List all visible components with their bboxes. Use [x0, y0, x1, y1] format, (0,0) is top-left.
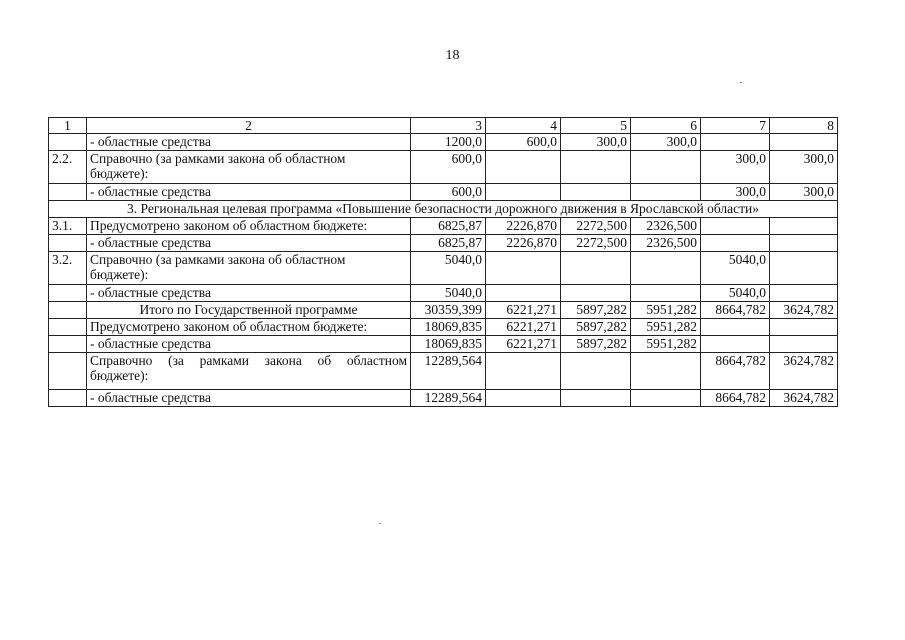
cell-col7 [701, 134, 770, 151]
cell-col4 [486, 353, 561, 390]
cell-col8 [770, 235, 838, 252]
cell-col8 [770, 319, 838, 336]
cell-col7: 8664,782 [701, 353, 770, 390]
cell-col3: 6825,87 [411, 235, 486, 252]
cell-col6 [631, 252, 701, 285]
cell-col4 [486, 252, 561, 285]
cell-col8: 3624,782 [770, 390, 838, 407]
row-number: 2.2. [49, 151, 87, 184]
total-row [49, 302, 838, 319]
cell-col3: 600,0 [411, 151, 486, 184]
cell-col8 [770, 218, 838, 235]
column-header-1: 1 [49, 118, 87, 134]
row-name: Справочно (за рамками закона об областном бюджете): [87, 151, 411, 184]
row-number [49, 285, 87, 302]
cell-col8: 3624,782 [770, 353, 838, 390]
cell-col7: 300,0 [701, 184, 770, 201]
cell-col8 [770, 252, 838, 285]
row-name: - областные средства [87, 285, 411, 302]
table-row [49, 134, 838, 151]
header-row [49, 118, 838, 134]
column-header-7: 7 [701, 118, 770, 134]
cell-col4 [486, 151, 561, 184]
cell-col4: 6221,271 [486, 336, 561, 353]
table-row [49, 151, 838, 184]
row-number [49, 353, 87, 390]
cell-col3: 600,0 [411, 184, 486, 201]
row-number [49, 134, 87, 151]
row-number [49, 336, 87, 353]
cell-col5 [561, 151, 631, 184]
cell-col6 [631, 390, 701, 407]
cell-col3: 30359,399 [411, 302, 486, 319]
cell-col6 [631, 151, 701, 184]
cell-col7 [701, 319, 770, 336]
cell-col5 [561, 285, 631, 302]
cell-col3: 6825,87 [411, 218, 486, 235]
cell-col5: 2272,500 [561, 235, 631, 252]
table-row [49, 390, 838, 407]
table-row [49, 218, 838, 235]
cell-col5: 5897,282 [561, 319, 631, 336]
cell-col8 [770, 336, 838, 353]
table-row [49, 285, 838, 302]
cell-col3: 5040,0 [411, 285, 486, 302]
column-header-5: 5 [561, 118, 631, 134]
table-row [49, 353, 838, 390]
row-name: Справочно (за рамками закона об областном бюджете): [87, 353, 411, 390]
section-title: 3. Региональная целевая программа «Повышение безопасности дорожного движения в Ярославской области» [49, 201, 838, 218]
column-header-4: 4 [486, 118, 561, 134]
cell-col4 [486, 285, 561, 302]
row-number [49, 184, 87, 201]
table-row [49, 319, 838, 336]
row-name: - областные средства [87, 390, 411, 407]
row-name: - областные средства [87, 336, 411, 353]
cell-col6: 300,0 [631, 134, 701, 151]
column-header-2: 2 [87, 118, 411, 134]
row-name: Справочно (за рамками закона об областном бюджете): [87, 252, 411, 285]
row-name: Предусмотрено законом об областном бюджете: [87, 319, 411, 336]
table-row [49, 235, 838, 252]
row-name: Предусмотрено законом об областном бюджете: [87, 218, 411, 235]
cell-col5 [561, 184, 631, 201]
cell-col4: 600,0 [486, 134, 561, 151]
cell-col5: 300,0 [561, 134, 631, 151]
cell-col5: 5897,282 [561, 336, 631, 353]
row-number [49, 319, 87, 336]
cell-col6 [631, 353, 701, 390]
row-name: Итого по Государственной программе [87, 302, 411, 319]
budget-table [48, 117, 838, 407]
row-name: - областные средства [87, 184, 411, 201]
cell-col5: 5897,282 [561, 302, 631, 319]
cell-col3: 18069,835 [411, 319, 486, 336]
cell-col6: 2326,500 [631, 218, 701, 235]
table-row [49, 336, 838, 353]
table-row [49, 184, 838, 201]
row-name: - областные средства [87, 235, 411, 252]
scan-speck [740, 82, 742, 83]
row-number: 3.1. [49, 218, 87, 235]
cell-col6: 5951,282 [631, 302, 701, 319]
row-name: - областные средства [87, 134, 411, 151]
table-row [49, 252, 838, 285]
row-number: 3.2. [49, 252, 87, 285]
cell-col5 [561, 252, 631, 285]
cell-col7 [701, 235, 770, 252]
cell-col3: 18069,835 [411, 336, 486, 353]
row-number [49, 235, 87, 252]
cell-col6 [631, 184, 701, 201]
cell-col6: 5951,282 [631, 319, 701, 336]
column-header-6: 6 [631, 118, 701, 134]
row-number [49, 302, 87, 319]
cell-col4 [486, 184, 561, 201]
cell-col3: 12289,564 [411, 390, 486, 407]
scan-speck [379, 523, 381, 524]
cell-col7 [701, 218, 770, 235]
column-header-8: 8 [770, 118, 838, 134]
cell-col7: 8664,782 [701, 302, 770, 319]
cell-col4: 2226,870 [486, 235, 561, 252]
cell-col4 [486, 390, 561, 407]
cell-col6: 5951,282 [631, 336, 701, 353]
cell-col3: 1200,0 [411, 134, 486, 151]
row-number [49, 390, 87, 407]
page-number: 18 [445, 48, 460, 63]
cell-col4: 6221,271 [486, 319, 561, 336]
cell-col8 [770, 285, 838, 302]
cell-col8: 300,0 [770, 184, 838, 201]
cell-col7: 8664,782 [701, 390, 770, 407]
cell-col6: 2326,500 [631, 235, 701, 252]
cell-col3: 5040,0 [411, 252, 486, 285]
cell-col8 [770, 134, 838, 151]
cell-col5 [561, 390, 631, 407]
cell-col7 [701, 336, 770, 353]
cell-col4: 2226,870 [486, 218, 561, 235]
cell-col7: 300,0 [701, 151, 770, 184]
cell-col3: 12289,564 [411, 353, 486, 390]
cell-col5: 2272,500 [561, 218, 631, 235]
cell-col7: 5040,0 [701, 285, 770, 302]
cell-col7: 5040,0 [701, 252, 770, 285]
section-row [49, 201, 838, 218]
cell-col8: 3624,782 [770, 302, 838, 319]
column-header-3: 3 [411, 118, 486, 134]
cell-col8: 300,0 [770, 151, 838, 184]
cell-col5 [561, 353, 631, 390]
cell-col6 [631, 285, 701, 302]
cell-col4: 6221,271 [486, 302, 561, 319]
